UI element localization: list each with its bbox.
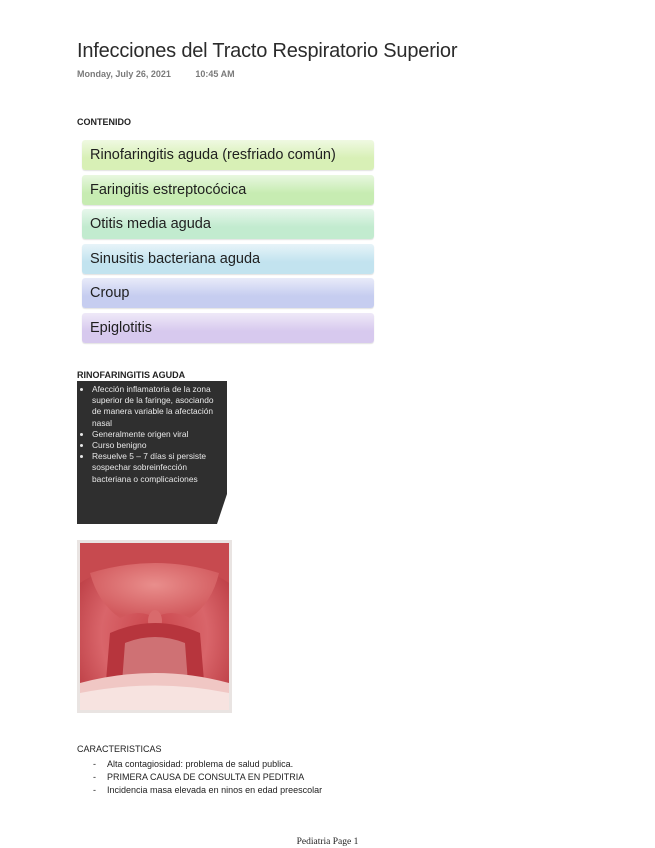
contents-item-epiglotitis[interactable]: Epiglotitis bbox=[82, 313, 374, 343]
list-item: - Incidencia masa elevada en ninos en edad preescolar bbox=[93, 784, 322, 797]
rinofaringitis-slide bbox=[77, 381, 227, 524]
throat-photo-icon bbox=[80, 543, 229, 710]
slide-page-curl bbox=[217, 494, 227, 524]
list-item: • Generalmente origen viral bbox=[92, 429, 223, 440]
throat-photo bbox=[77, 540, 232, 713]
page-metadata bbox=[77, 69, 235, 79]
contents-item-faringitis[interactable]: Faringitis estreptocócica bbox=[82, 175, 374, 205]
list-item: • Curso benigno bbox=[92, 440, 223, 451]
list-item: - Alta contagiosidad: problema de salud publica. bbox=[93, 758, 322, 771]
contents-item-sinusitis[interactable]: Sinusitis bacteriana aguda bbox=[82, 244, 374, 274]
list-item: - PRIMERA CAUSA DE CONSULTA EN PEDITRIA bbox=[93, 771, 322, 784]
list-item: • Afección inflamatoria de la zona superior de la faringe, asociando de manera variable la afectación nasal bbox=[92, 384, 223, 429]
list-item: • Resuelve 5 – 7 días si persiste sospechar sobreinfección bacteriana o complicaciones bbox=[92, 451, 223, 485]
rinofaringitis-heading: RINOFARINGITIS AGUDA bbox=[77, 370, 186, 380]
caracteristicas-heading: CARACTERISTICAS bbox=[77, 744, 162, 754]
contents-list bbox=[82, 140, 374, 347]
rinofaringitis-bullet-list bbox=[81, 384, 223, 485]
page-footer: Pediatria Page 1 bbox=[296, 837, 359, 847]
page-title: Infecciones del Tracto Respiratorio Superior bbox=[77, 40, 458, 62]
page-time: 10:45 AM bbox=[195, 69, 235, 79]
contents-item-rinofaringitis[interactable]: Rinofaringitis aguda (resfriado común) bbox=[82, 140, 374, 170]
contents-item-croup[interactable]: Croup bbox=[82, 278, 374, 308]
contents-heading: CONTENIDO bbox=[77, 117, 131, 127]
page-date: Monday, July 26, 2021 bbox=[77, 69, 171, 79]
caracteristicas-list bbox=[93, 758, 322, 797]
contents-item-otitis[interactable]: Otitis media aguda bbox=[82, 209, 374, 239]
